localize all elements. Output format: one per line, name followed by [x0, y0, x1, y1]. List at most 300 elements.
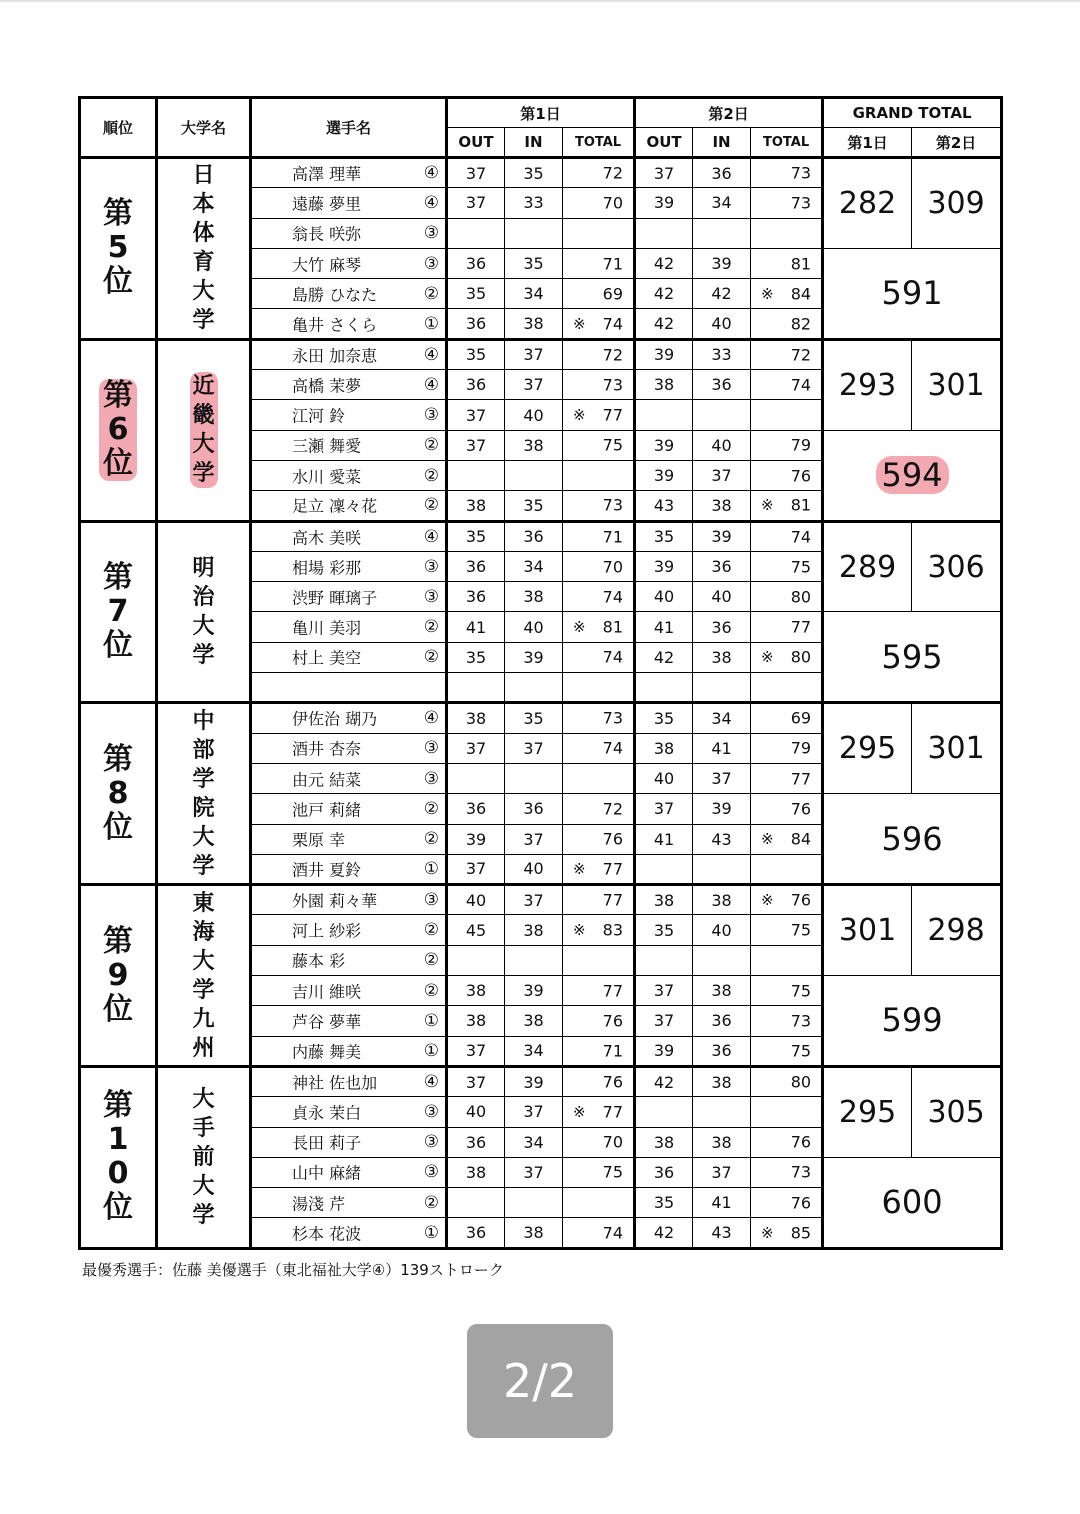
d2-out: 37	[635, 976, 693, 1006]
d1-out	[447, 945, 505, 975]
d2-in: 37	[693, 460, 751, 490]
top-border	[0, 0, 1080, 2]
player-name-cell	[251, 430, 447, 460]
d1-total: 74	[602, 738, 624, 758]
header-d1-out: OUT	[447, 128, 505, 158]
player-grade: ①	[423, 1040, 439, 1061]
d1-in: 38	[505, 1218, 563, 1248]
player-grade: ④	[423, 344, 439, 365]
d2-total: 75	[790, 920, 812, 940]
player-name: 藤本 彩	[292, 951, 346, 971]
player-grade: ②	[423, 465, 439, 486]
d1-in	[505, 460, 563, 490]
d1-total: 73	[602, 708, 624, 728]
player-name: 足立 凜々花	[292, 496, 378, 516]
header-d1-in: IN	[505, 128, 563, 158]
d2-total-cell	[751, 915, 823, 945]
team-university: 東海大学九州	[157, 885, 251, 1067]
d1-out: 38	[447, 703, 505, 733]
player-name-cell	[251, 158, 447, 188]
d1-in: 39	[505, 1066, 563, 1096]
d1-out: 38	[447, 976, 505, 1006]
team-day2-total: 301	[912, 703, 1002, 794]
d2-in	[693, 218, 751, 248]
d2-total-cell	[751, 521, 823, 551]
table-row	[80, 158, 1002, 188]
d2-total-cell	[751, 370, 823, 400]
d2-in: 42	[693, 279, 751, 309]
d2-out: 39	[635, 460, 693, 490]
d1-total-cell	[563, 400, 635, 430]
player-name-cell	[251, 642, 447, 672]
d1-total-cell	[563, 976, 635, 1006]
d1-total: 70	[602, 557, 624, 576]
team-university: 近畿大学	[157, 339, 251, 521]
player-name-cell	[251, 1006, 447, 1036]
d2-total: 79	[790, 435, 812, 455]
d2-out: 40	[635, 763, 693, 793]
d2-out: 37	[635, 1006, 693, 1036]
d2-in: 39	[693, 248, 751, 278]
d2-total-cell	[751, 339, 823, 369]
d1-in: 40	[505, 854, 563, 884]
d2-in: 41	[693, 1188, 751, 1218]
d2-in	[693, 673, 751, 703]
player-grade: ②	[423, 495, 439, 516]
player-grade: ②	[423, 798, 439, 819]
d2-out: 39	[635, 551, 693, 581]
player-grade: ①	[423, 858, 439, 879]
d2-total-cell	[751, 1218, 823, 1248]
d2-out: 38	[635, 733, 693, 763]
player-name-cell	[251, 1097, 447, 1127]
d1-out: 41	[447, 612, 505, 642]
d1-out	[447, 673, 505, 703]
d2-total: 73	[790, 193, 812, 213]
d2-total-cell	[751, 1157, 823, 1187]
d1-out: 37	[447, 733, 505, 763]
d1-total: 69	[602, 284, 624, 304]
player-name: 遠藤 夢里	[292, 194, 362, 214]
d2-in: 39	[693, 794, 751, 824]
d2-total-cell	[751, 430, 823, 460]
d2-in: 36	[693, 551, 751, 581]
d1-total-cell	[563, 885, 635, 915]
d1-out: 37	[447, 1066, 505, 1096]
team-day1-total: 295	[823, 703, 912, 794]
d2-total: 76	[790, 1193, 812, 1213]
d2-out	[635, 400, 693, 430]
d1-total: 74	[602, 587, 624, 607]
player-name: 高木 美咲	[292, 528, 362, 548]
table-row	[80, 1066, 1002, 1096]
d1-total: 72	[602, 345, 624, 365]
d2-in: 40	[693, 430, 751, 460]
d1-in: 37	[505, 370, 563, 400]
team-day2-total: 309	[912, 158, 1002, 249]
d1-out: 35	[447, 339, 505, 369]
d1-out: 40	[447, 1097, 505, 1127]
d1-total-cell	[563, 339, 635, 369]
player-name-cell	[251, 309, 447, 339]
d1-in: 37	[505, 733, 563, 763]
player-name-cell	[251, 824, 447, 854]
d2-mark: ※	[761, 496, 774, 515]
header-gt-day1: 第1日	[823, 128, 912, 158]
header-day1: 第1日	[447, 98, 635, 128]
team-day1-total: 301	[823, 885, 912, 976]
d1-out: 37	[447, 1036, 505, 1066]
d2-out: 41	[635, 612, 693, 642]
player-name: 神社 佐也加	[292, 1073, 378, 1093]
d2-total-cell	[751, 309, 823, 339]
team-grand-total: 591	[881, 274, 943, 313]
d1-total-cell	[563, 430, 635, 460]
player-name: 伊佐治 瑚乃	[292, 709, 378, 729]
player-name-cell	[251, 370, 447, 400]
d2-in	[693, 945, 751, 975]
d1-out: 45	[447, 915, 505, 945]
d2-total-cell	[751, 279, 823, 309]
player-name: 亀川 美羽	[292, 618, 362, 638]
d2-out: 36	[635, 1157, 693, 1187]
d2-in: 38	[693, 976, 751, 1006]
d2-total-cell	[751, 612, 823, 642]
player-name-cell	[251, 248, 447, 278]
player-name: 江河 鈴	[292, 406, 346, 426]
team-grand-total-cell	[823, 1157, 1002, 1248]
team-grand-total: 596	[881, 819, 943, 858]
d1-in: 38	[505, 430, 563, 460]
page-indicator: 2/2	[467, 1324, 613, 1438]
d1-mark: ※	[573, 921, 586, 940]
player-name-cell	[251, 1127, 447, 1157]
table-row	[80, 885, 1002, 915]
player-grade: ④	[423, 163, 439, 184]
d2-in: 40	[693, 309, 751, 339]
header-d1-total: TOTAL	[563, 128, 635, 158]
d2-total-cell	[751, 248, 823, 278]
player-grade: ②	[423, 950, 439, 971]
player-name-cell	[251, 279, 447, 309]
player-name-cell	[251, 915, 447, 945]
d1-total-cell	[563, 309, 635, 339]
d1-out: 37	[447, 158, 505, 188]
d2-in: 43	[693, 1218, 751, 1248]
d1-in: 37	[505, 1097, 563, 1127]
d2-total-cell	[751, 1066, 823, 1096]
d1-out: 38	[447, 1006, 505, 1036]
d2-total: 73	[790, 1011, 812, 1031]
player-name-cell	[251, 763, 447, 793]
player-name: 大竹 麻琴	[292, 255, 362, 275]
d1-in: 40	[505, 612, 563, 642]
player-name-cell	[251, 460, 447, 490]
d1-in: 38	[505, 309, 563, 339]
d1-total-cell	[563, 158, 635, 188]
player-name: 内藤 舞美	[292, 1042, 362, 1062]
team-day2-total: 305	[912, 1066, 1002, 1157]
d2-total-cell	[751, 733, 823, 763]
team-grand-total-cell	[823, 248, 1002, 339]
d1-in: 36	[505, 794, 563, 824]
d1-in	[505, 673, 563, 703]
d2-mark: ※	[761, 891, 774, 910]
d1-total: 81	[602, 617, 624, 637]
d1-out: 36	[447, 309, 505, 339]
d1-total: 75	[602, 435, 624, 455]
d2-total: 84	[790, 829, 812, 849]
player-name-cell	[251, 703, 447, 733]
player-name-cell	[251, 854, 447, 884]
d1-total-cell	[563, 854, 635, 884]
header-gt-day2: 第2日	[912, 128, 1002, 158]
d2-out: 40	[635, 582, 693, 612]
d2-total: 75	[790, 1041, 812, 1061]
player-name-cell	[251, 218, 447, 248]
d2-out: 39	[635, 430, 693, 460]
team-university: 日本体育大学	[157, 158, 251, 340]
header-d2-total: TOTAL	[751, 128, 823, 158]
d1-out: 37	[447, 188, 505, 218]
player-name: 貞永 茉白	[292, 1103, 362, 1123]
player-name-cell	[251, 188, 447, 218]
d1-total: 76	[602, 829, 624, 849]
d1-in: 34	[505, 279, 563, 309]
player-name: 高橋 茉夢	[292, 376, 362, 396]
player-name: 湯淺 芹	[292, 1194, 346, 1214]
d1-in: 37	[505, 885, 563, 915]
player-name-cell	[251, 673, 447, 703]
d1-out: 39	[447, 824, 505, 854]
team-day2-total: 306	[912, 521, 1002, 612]
d2-out: 38	[635, 885, 693, 915]
d2-total-cell	[751, 1036, 823, 1066]
player-name: 酒井 杏奈	[292, 739, 362, 759]
player-grade: ②	[423, 283, 439, 304]
d2-total: 80	[790, 587, 812, 607]
player-grade: ④	[423, 374, 439, 395]
d1-total-cell	[563, 673, 635, 703]
player-name-cell	[251, 400, 447, 430]
d2-total: 85	[790, 1223, 812, 1243]
d2-total-cell	[751, 1188, 823, 1218]
d2-total: 76	[790, 466, 812, 486]
player-grade: ②	[423, 1192, 439, 1213]
d2-total: 76	[790, 890, 812, 910]
d1-total: 83	[602, 920, 624, 940]
d1-mark: ※	[573, 406, 586, 425]
player-grade: ③	[423, 253, 439, 274]
player-grade: ③	[423, 223, 439, 244]
d1-total: 74	[602, 1223, 624, 1243]
d1-total: 75	[602, 1162, 624, 1182]
d1-in: 34	[505, 1036, 563, 1066]
d2-out: 42	[635, 1066, 693, 1096]
player-grade: ③	[423, 1162, 439, 1183]
d1-out	[447, 460, 505, 490]
d1-in	[505, 945, 563, 975]
d2-mark: ※	[761, 830, 774, 849]
player-name: 三瀬 舞愛	[292, 436, 362, 456]
d1-total-cell	[563, 1127, 635, 1157]
d2-out: 41	[635, 824, 693, 854]
d2-out: 35	[635, 1188, 693, 1218]
d1-total-cell	[563, 248, 635, 278]
d2-in: 36	[693, 158, 751, 188]
d1-total-cell	[563, 460, 635, 490]
d1-total: 77	[602, 890, 624, 910]
d1-total: 73	[602, 375, 624, 395]
d2-out: 38	[635, 1127, 693, 1157]
d2-total-cell	[751, 400, 823, 430]
player-name: 水川 愛菜	[292, 467, 362, 487]
d1-total-cell	[563, 915, 635, 945]
d1-total: 77	[602, 405, 624, 425]
team-day1-total: 289	[823, 521, 912, 612]
d2-in: 40	[693, 582, 751, 612]
d1-total: 76	[602, 1011, 624, 1031]
d2-out: 38	[635, 370, 693, 400]
d1-total-cell	[563, 824, 635, 854]
player-name-cell	[251, 491, 447, 521]
d1-total-cell	[563, 521, 635, 551]
team-rank: 第9位	[80, 885, 157, 1067]
d1-mark: ※	[573, 859, 586, 878]
d2-total-cell	[751, 551, 823, 581]
player-name-cell	[251, 521, 447, 551]
player-name-cell	[251, 885, 447, 915]
player-name-cell	[251, 733, 447, 763]
player-grade: ②	[423, 829, 439, 850]
d2-in: 41	[693, 733, 751, 763]
player-grade: ④	[423, 1072, 439, 1093]
d2-total: 73	[790, 1162, 812, 1182]
d2-in: 38	[693, 885, 751, 915]
d1-in: 33	[505, 188, 563, 218]
d2-total-cell	[751, 188, 823, 218]
team-grand-total: 594	[876, 456, 949, 494]
player-grade: ③	[423, 738, 439, 759]
d1-in: 40	[505, 400, 563, 430]
d2-total: 77	[790, 617, 812, 637]
player-grade: ②	[423, 647, 439, 668]
d2-in: 36	[693, 1036, 751, 1066]
d1-in: 38	[505, 582, 563, 612]
d1-total: 74	[602, 314, 624, 334]
d2-out: 42	[635, 642, 693, 672]
table-row	[80, 339, 1002, 369]
results-table	[78, 96, 1003, 1250]
player-name-cell	[251, 339, 447, 369]
d2-total: 82	[790, 314, 812, 334]
player-grade: ②	[423, 980, 439, 1001]
player-name: 島勝 ひなた	[292, 285, 378, 305]
header-day2: 第2日	[635, 98, 823, 128]
d2-total: 74	[790, 527, 812, 547]
d1-out: 38	[447, 491, 505, 521]
team-rank: 第7位	[80, 521, 157, 703]
d2-total: 75	[790, 557, 812, 576]
player-grade: ③	[423, 1132, 439, 1153]
d1-in: 39	[505, 976, 563, 1006]
d1-total-cell	[563, 1097, 635, 1127]
d2-in: 39	[693, 521, 751, 551]
d1-in: 37	[505, 1157, 563, 1187]
player-name: 相場 彩那	[292, 558, 362, 577]
d2-total-cell	[751, 854, 823, 884]
player-name-cell	[251, 1066, 447, 1096]
d1-in: 38	[505, 1006, 563, 1036]
d2-total-cell	[751, 976, 823, 1006]
team-rank: 第10位	[80, 1066, 157, 1248]
d2-total-cell	[751, 1127, 823, 1157]
player-name-cell	[251, 976, 447, 1006]
team-day1-total: 293	[823, 339, 912, 430]
header-grand-total: GRAND TOTAL	[823, 98, 1002, 128]
player-grade: ①	[423, 1222, 439, 1243]
d1-in: 34	[505, 551, 563, 581]
d1-total: 71	[602, 1041, 624, 1061]
team-grand-total-cell	[823, 612, 1002, 703]
d2-total-cell	[751, 673, 823, 703]
d1-out: 36	[447, 794, 505, 824]
d2-total-cell	[751, 1006, 823, 1036]
player-grade: ③	[423, 1101, 439, 1122]
d1-total: 77	[602, 981, 624, 1001]
d1-total: 72	[602, 163, 624, 183]
player-grade: ③	[423, 890, 439, 911]
d1-in: 35	[505, 158, 563, 188]
player-name: 由元 結菜	[292, 770, 362, 790]
d2-total-cell	[751, 642, 823, 672]
d2-in: 34	[693, 703, 751, 733]
player-name-cell	[251, 1188, 447, 1218]
d1-in: 37	[505, 339, 563, 369]
player-name: 長田 莉子	[292, 1133, 362, 1153]
d1-out	[447, 218, 505, 248]
team-rank: 第8位	[80, 703, 157, 885]
d2-total-cell	[751, 794, 823, 824]
d1-total-cell	[563, 1157, 635, 1187]
d2-total: 77	[790, 769, 812, 789]
d1-out: 40	[447, 885, 505, 915]
player-name: 外園 莉々華	[292, 891, 378, 911]
d2-total-cell	[751, 218, 823, 248]
team-rank: 第6位	[80, 339, 157, 521]
player-name-cell	[251, 794, 447, 824]
player-name: 河上 紗彩	[292, 921, 362, 941]
d1-total-cell	[563, 491, 635, 521]
d2-total-cell	[751, 158, 823, 188]
team-university: 大手前大学	[157, 1066, 251, 1248]
header-player: 選手名	[251, 98, 447, 158]
player-name-cell	[251, 582, 447, 612]
d1-in: 38	[505, 915, 563, 945]
d2-out	[635, 673, 693, 703]
d2-out: 42	[635, 279, 693, 309]
d2-total-cell	[751, 1097, 823, 1127]
d2-out: 43	[635, 491, 693, 521]
d2-out	[635, 1097, 693, 1127]
d1-total-cell	[563, 1218, 635, 1248]
d1-in: 35	[505, 703, 563, 733]
d2-in: 33	[693, 339, 751, 369]
d2-total: 69	[790, 708, 812, 728]
results-body	[80, 158, 1002, 1249]
d2-total: 79	[790, 738, 812, 758]
d2-out: 35	[635, 703, 693, 733]
